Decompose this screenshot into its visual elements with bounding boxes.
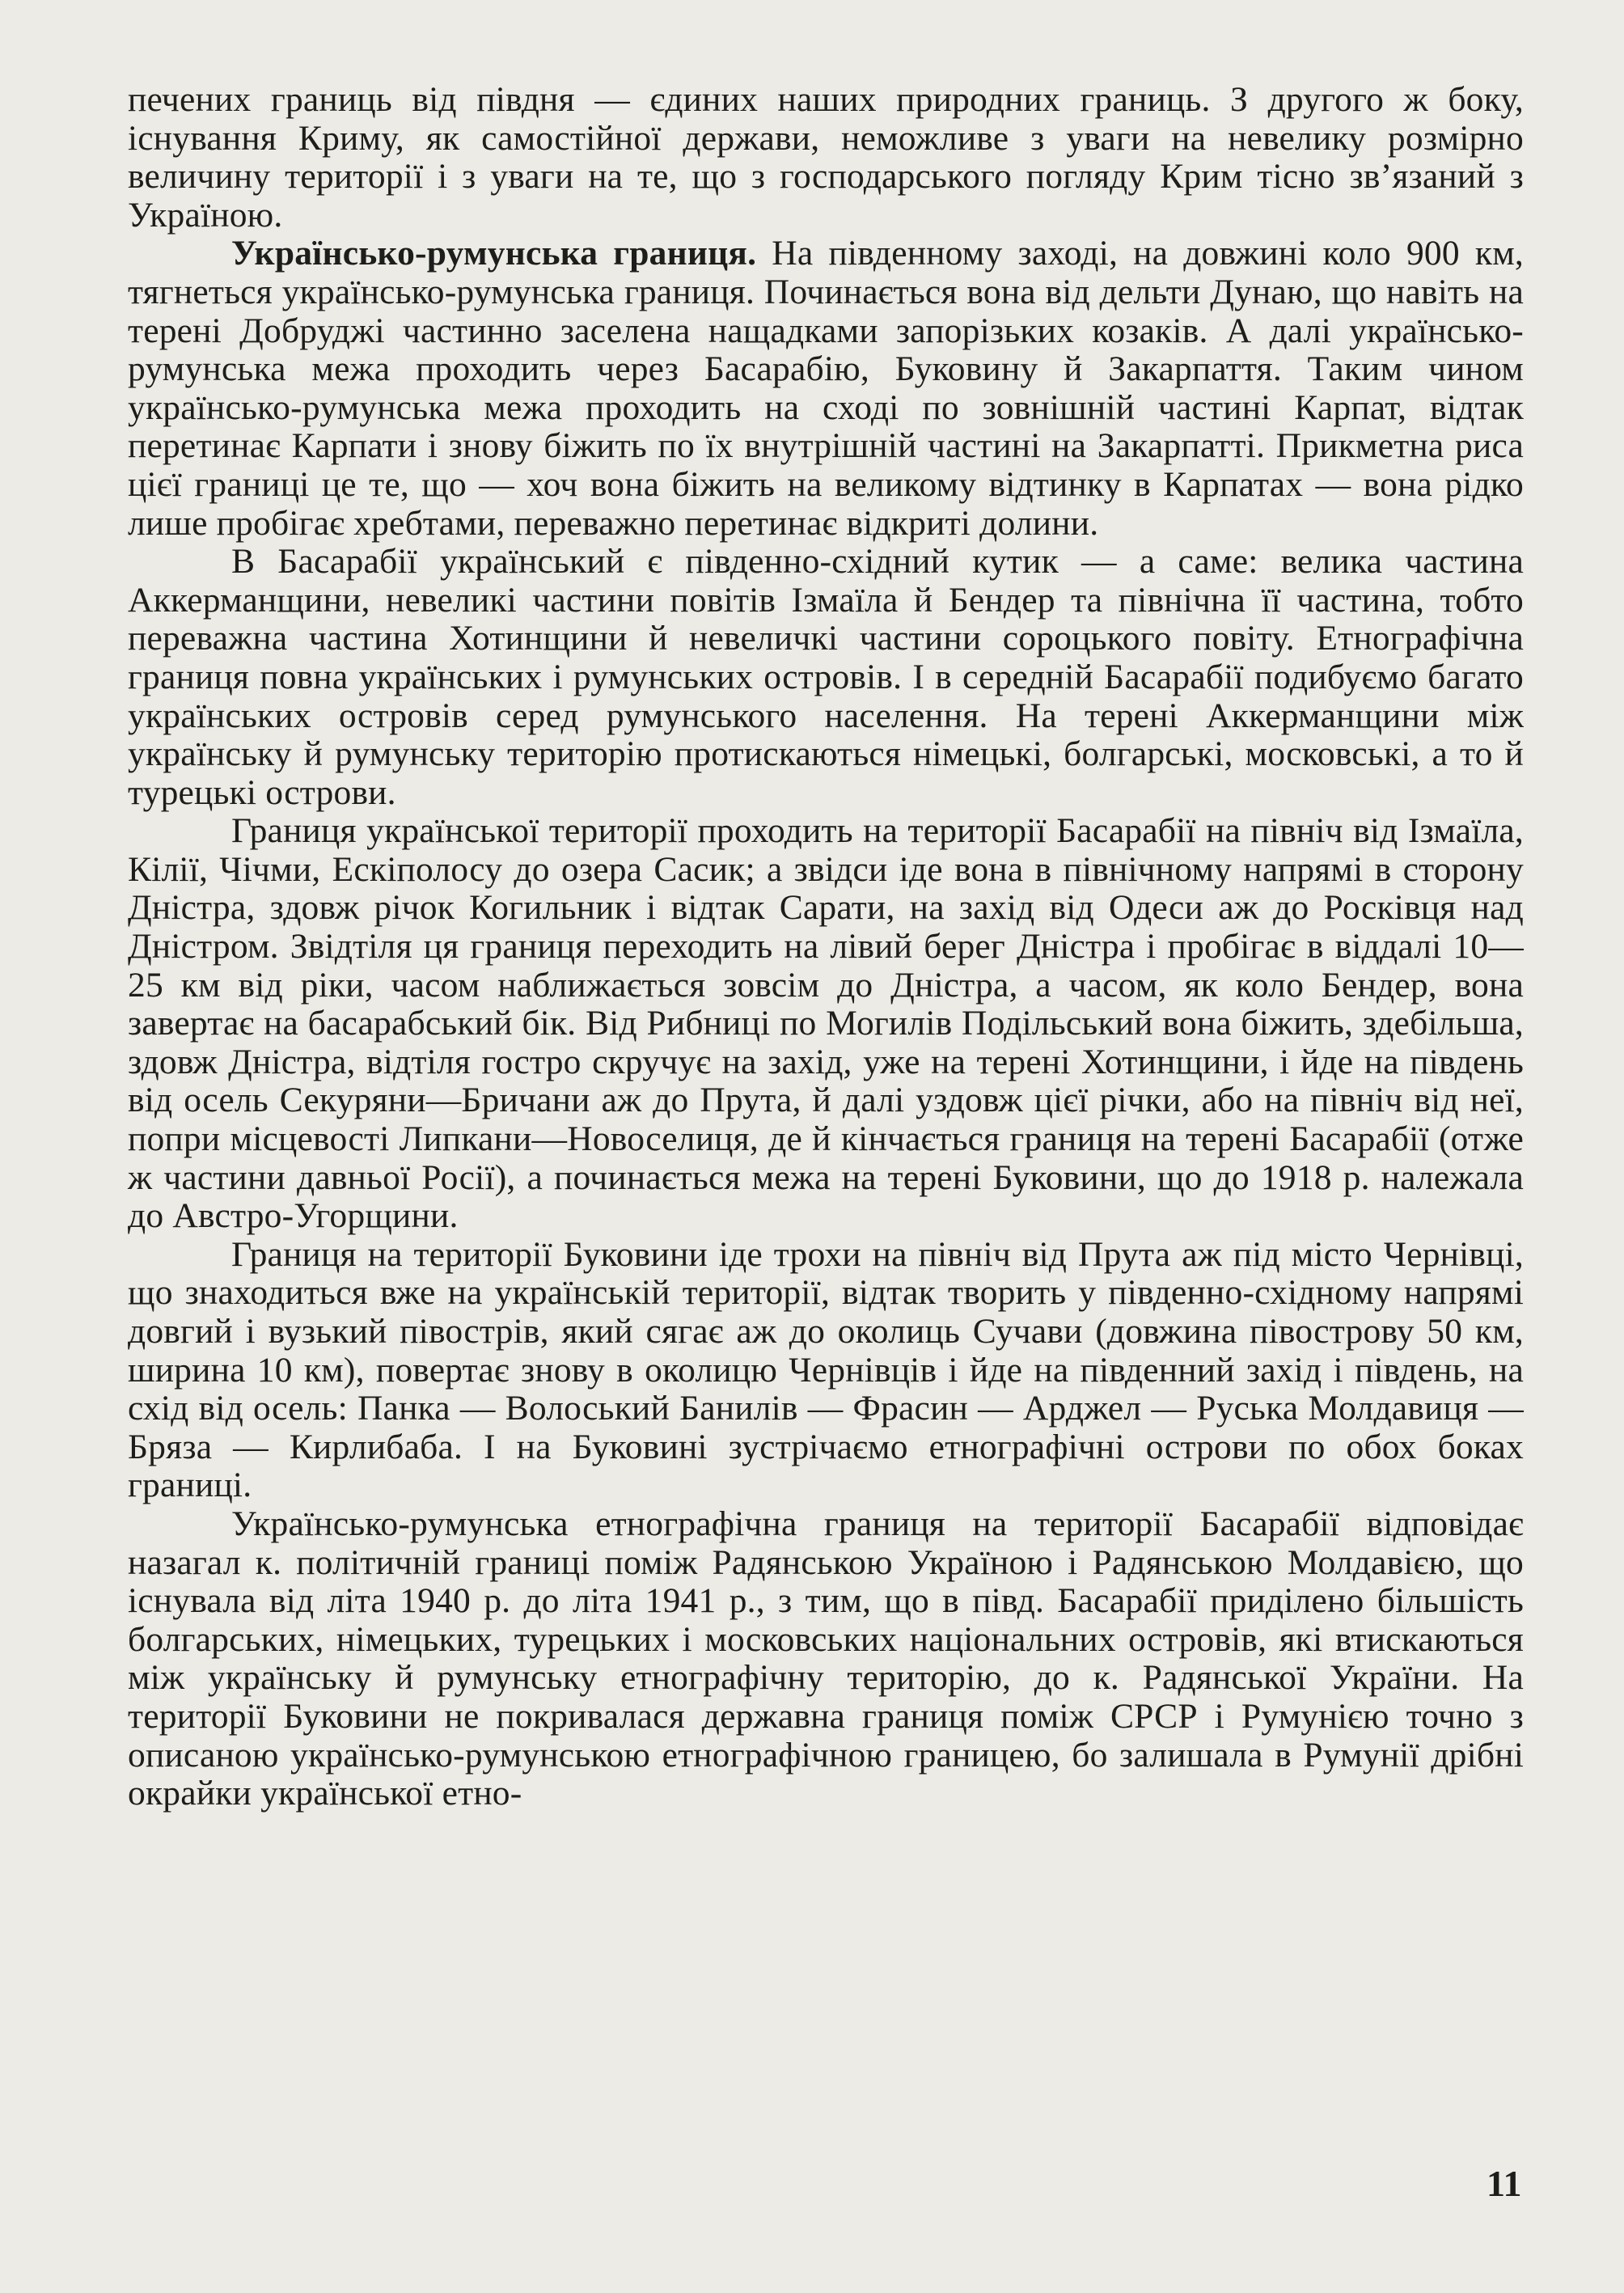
paragraph-2-text: На південному заході, на довжині коло 900 км, тягнеться українсько-румунська границя. Починається вона від дельти Дунаю, що навіть на терені Добруджі частинно заселена нащадками запорізьких козаків. А далі українсько-румунська межа проходить через Басарабію, Буковину й Закарпаття. Таким чином українсько-румунська межа проходить на сході по зовнішній частині Карпат, відтак перетинає Карпати і знову біжить по їх внутрішній частині на Закарпатті. Прикметна риса цієї границі це те, що — хоч вона біжить на великому відтинку в Карпатах — вона рідко лише пробігає хребтами, переважно перетинає відкриті долини. [128,234,1524,543]
paragraph-2 [128,235,1524,543]
paragraph-1-text: печених границь від півдня — єдиних наших природних границь. З другого ж боку, існування Криму, як самостійної держави, неможливе з уваги на невелику розмірно величину території і з уваги на те, що з господарського погляду Крим тісно зв’язаний з Україною. [128,80,1524,235]
paragraph-3-text: В Басарабії український є південно-східний кутик — а саме: велика частина Аккерманщини, невеликі частини повітів Ізмаїла й Бендер та північна її частина, тобто переважна частина Хотинщини й невеличкі частини сороцького повіту. Етнографічна границя повна українських і румунських островів. І в середній Басарабії подибуємо багато українських островів серед румунського населення. На терені Аккерманщини між українську й румунську територію протискаються німецькі, болгарські, московські, а то й турецькі острови. [128,542,1524,812]
paragraph-6 [128,1505,1524,1813]
paragraph-5 [128,1236,1524,1505]
paragraph-1 [128,81,1524,235]
paragraph-6-text: Українсько-румунська етнографічна границя на території Басарабії відповідає назагал к. політичній границі поміж Радянською Україною і Радянською Молдавією, що існувала від літа 1940 р. до літа 1941 р., з тим, що в півд. Басарабії приділено більшість болгарських, німецьких, турецьких і московських національних островів, які втискаються між українську й румунську етнографічну територію, до к. Радянської України. На території Буковини не покривалася державна границя поміж СРСР і Румунією точно з описаною українсько-румунською етнографічною границею, бо залишала в Румунії дрібні окрайки української етно- [128,1504,1524,1813]
page-number: 11 [1487,2163,1522,2204]
paragraph-4 [128,812,1524,1236]
paragraph-3 [128,543,1524,812]
page-body [128,81,1524,1813]
paragraph-4-text: Границя української території проходить на території Басарабії на північ від Ізмаїла, Кілії, Чічми, Ескіполосу до озера Сасик; а звідси іде вона в північному напрямі в сторону Дністра, здовж річок Когильник і відтак Сарати, на захід від Одеси аж до Росківця над Дністром. Звідтіля ця границя переходить на лівий берег Дністра і пробігає в віддалі 10—25 км від ріки, часом наближається зовсім до Дністра, а часом, як коло Бендер, вона завертає на басарабський бік. Від Рибниці по Могилів Подільський вона біжить, здебільша, здовж Дністра, відтіля гостро скручує на захід, уже на терені Хотинщини, і йде на південь від осель Секуряни—Бричани аж до Прута, й далі уздовж цієї річки, або на північ від неї, попри місцевості Липкани—Новоселиця, де й кінчається границя на терені Басарабії (отже ж частини давньої Росії), а починається межа на терені Буковини, що до 1918 р. належала до Австро-Угорщини. [128,811,1524,1236]
paragraph-5-text: Границя на території Буковини іде трохи на північ від Прута аж під місто Чернівці, що знаходиться вже на українській території, відтак творить у південно-східному напрямі довгий і вузький півострів, який сягає аж до околиць Сучави (довжина півострову 50 км, ширина 10 км), повертає знову в околицю Чернівців і йде на південний захід і південь, на схід від осель: Панка — Волоський Банилів — Фрасин — Арджел — Руська Молдавиця — Бряза — Кирлибаба. І на Буковині зустрічаємо етнографічні острови по обох боках границі. [128,1234,1524,1505]
section-heading-ukrainian-romanian-border: Українсько-румунська границя. [231,234,757,273]
